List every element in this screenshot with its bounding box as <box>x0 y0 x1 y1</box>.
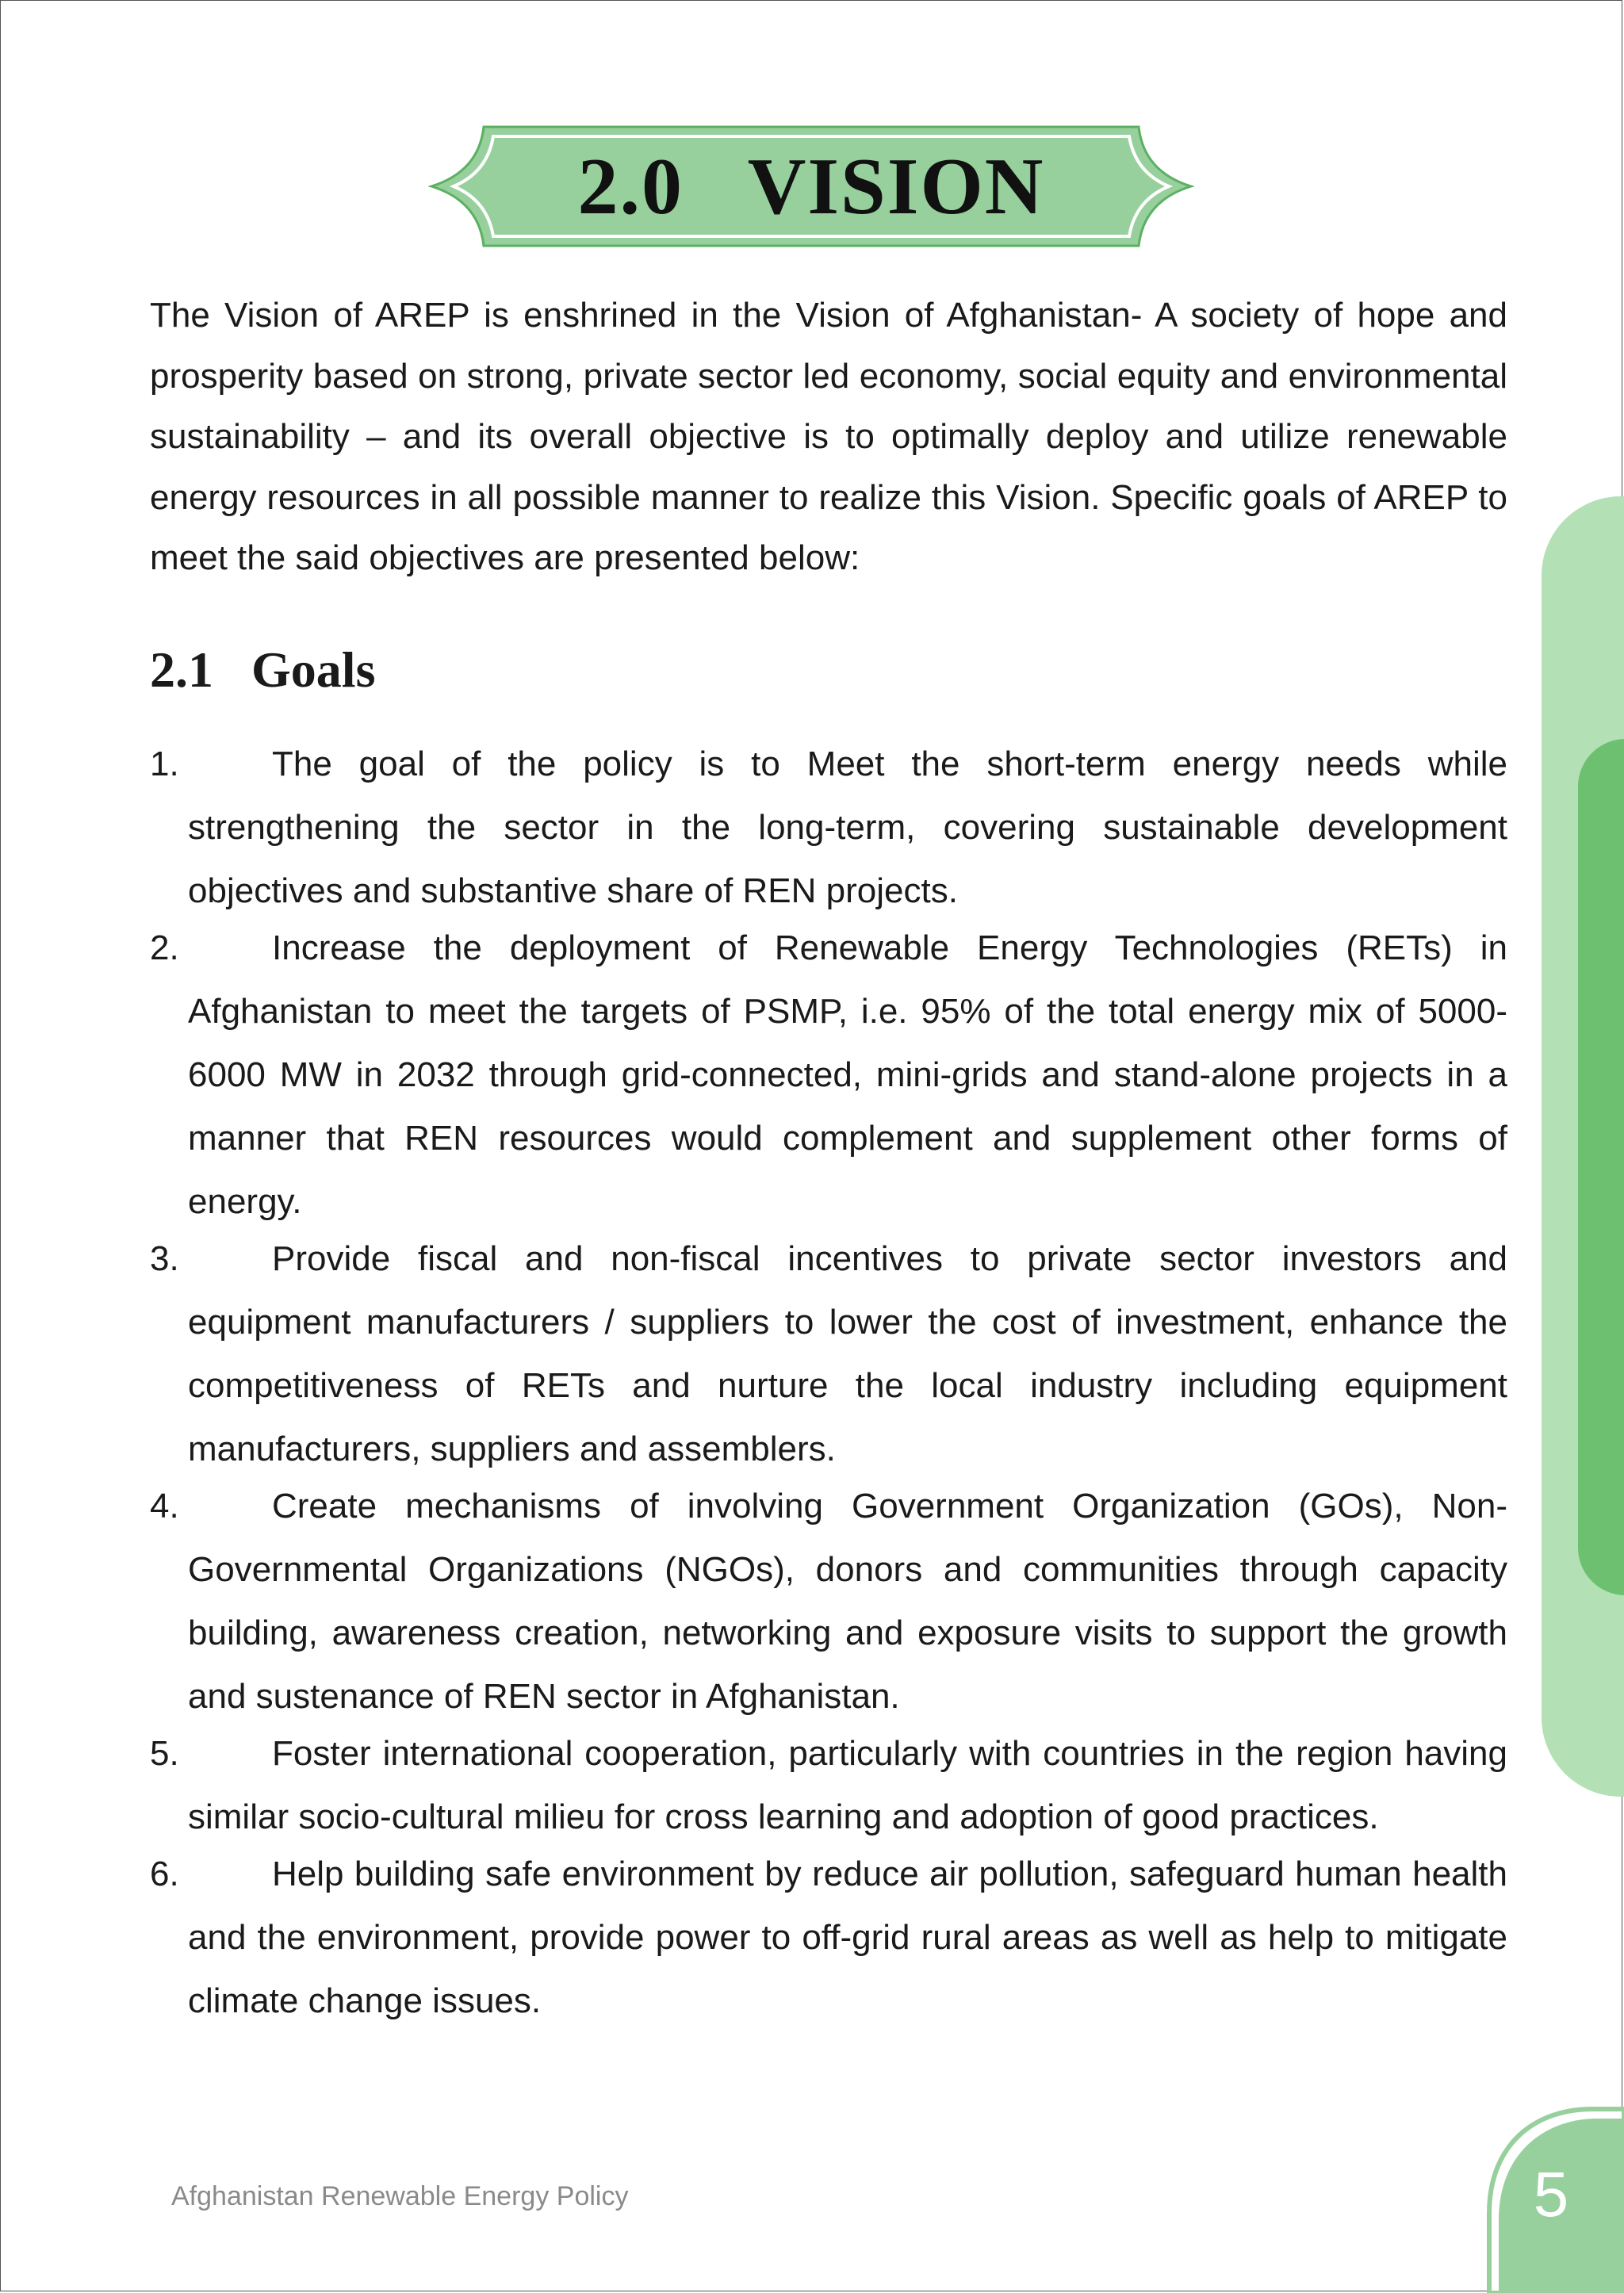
goals-list <box>150 733 1507 2027</box>
intro-paragraph: The Vision of AREP is enshrined in the Vision of Afghanistan- A society of hope and prosperity based on strong, private sector led economy, social equity and environmental sustainability – and its overall objective is to optimally deploy and utilize renewable energy resources in all possible manner to realize this Vision. Specific goals of AREP to meet the said objectives are presented below: <box>150 296 1507 577</box>
goal-text: Foster international cooperation, particularly with countries in the region having similar socio-cultural milieu for cross learning and adoption of good practices. <box>188 1734 1507 1836</box>
footer-document-title: Afghanistan Renewable Energy Policy <box>171 2181 629 2211</box>
goal-number: 4. <box>150 1487 179 1525</box>
list-item <box>150 733 1507 923</box>
goal-number: 5. <box>150 1734 179 1773</box>
goal-number: 1. <box>150 745 179 783</box>
side-tab-dark <box>1578 739 1624 1595</box>
goal-text: Increase the deployment of Renewable Energy Technologies (RETs) in Afghanistan to meet the targets of PSMP, i.e. 95% of the total energy mix of 5000-6000 MW in 2032 through grid-connected, mini-grids and stand-alone projects in a manner that REN resources would complement and supplement other forms of energy. <box>188 928 1507 1221</box>
list-item <box>150 917 1507 1234</box>
section-heading: 2.1 Goals <box>150 641 376 698</box>
list-item <box>150 1843 1507 2033</box>
goal-number: 3. <box>150 1239 179 1278</box>
goal-text: The goal of the policy is to Meet the short-term energy needs while strengthening the sector in the long-term, covering sustainable development objectives and substantive share of REN projects. <box>188 745 1507 910</box>
goal-number: 2. <box>150 928 179 967</box>
page-title: 2.0 VISION <box>577 141 1045 232</box>
goal-text: Provide fiscal and non-fiscal incentives to private sector investors and equipment manufacturers / suppliers to lower the cost of investment, enhance the competitiveness of RETs and nurture the local industry including equipment manufacturers, suppliers and assemblers. <box>188 1239 1507 1468</box>
goal-text: Create mechanisms of involving Government Organization (GOs), Non-Governmental Organizations (NGOs), donors and communities through capacity building, awareness creation, networking and exposure visits to support the growth and sustenance of REN sector in Afghanistan. <box>188 1487 1507 1716</box>
list-item <box>150 1227 1507 1481</box>
title-banner <box>428 124 1194 249</box>
list-item <box>150 1722 1507 1849</box>
goal-text: Help building safe environment by reduce air pollution, safeguard human health and the environment, provide power to off-grid rural areas as well as help to mitigate climate change issues. <box>188 1855 1507 2020</box>
page-number: 5 <box>1533 2159 1569 2230</box>
goal-number: 6. <box>150 1855 179 1893</box>
list-item <box>150 1475 1507 1728</box>
